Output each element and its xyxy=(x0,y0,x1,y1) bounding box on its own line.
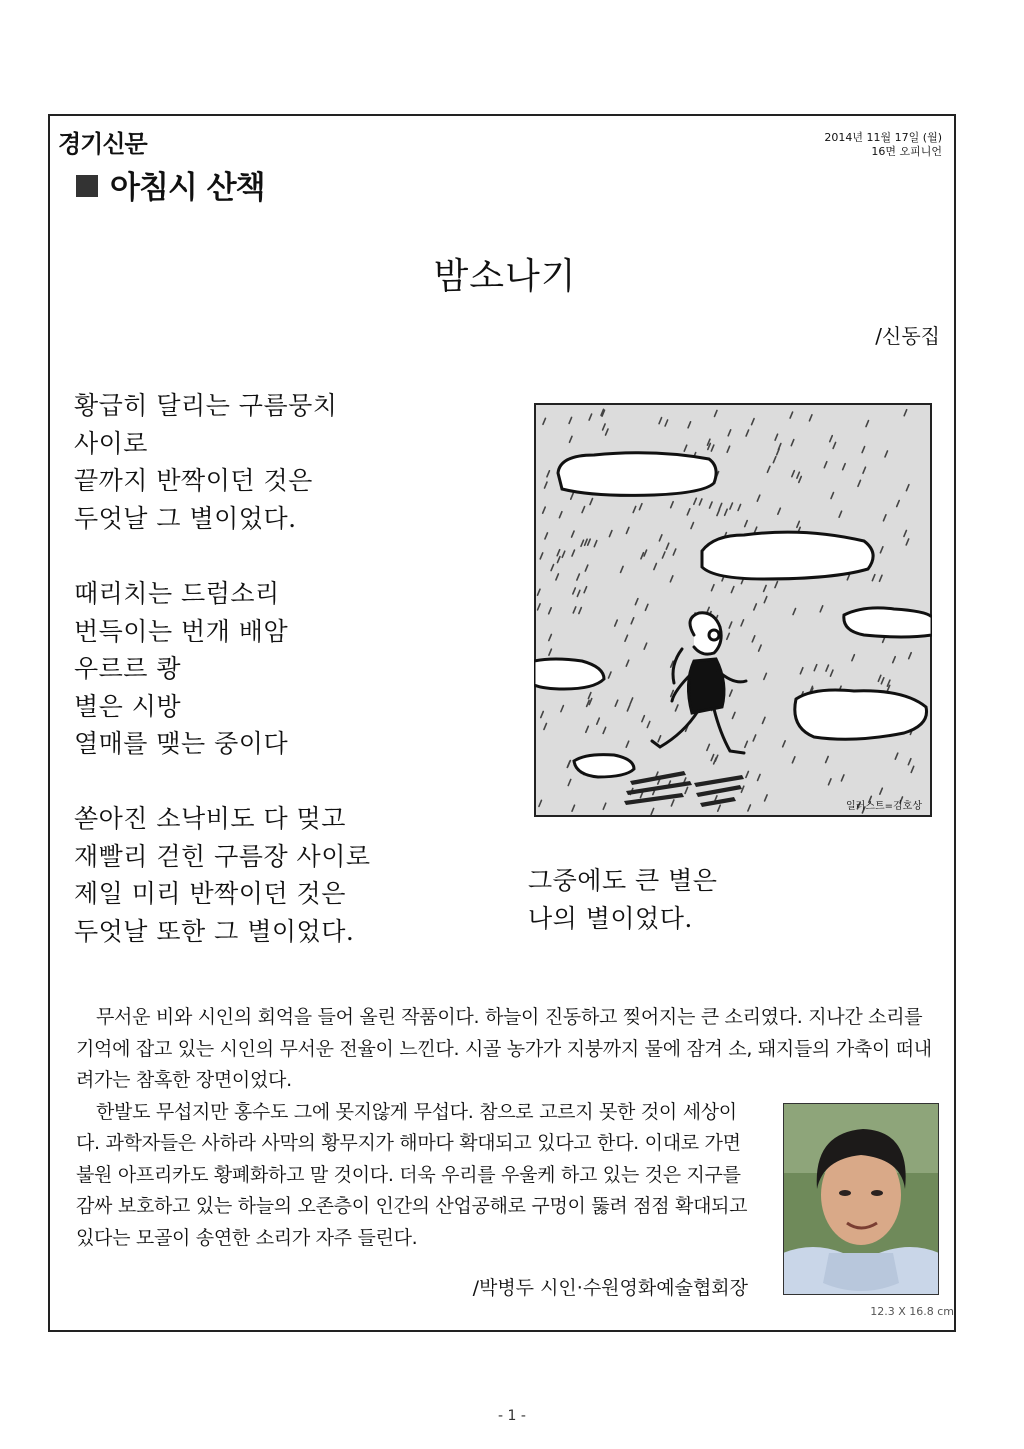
page-section: 16면 오피니언 xyxy=(871,145,942,158)
poem-line: 번득이는 번개 배암 xyxy=(74,616,289,646)
poem-stanza-3 xyxy=(74,800,371,950)
poem-line: 그중에도 큰 별은 xyxy=(528,866,718,895)
rain-walker-illustration xyxy=(534,403,932,817)
poem-line: 별은 시방 xyxy=(74,691,182,721)
commentator-photo xyxy=(783,1103,939,1295)
poem-line: 재빨리 걷힌 구름장 사이로 xyxy=(74,841,371,871)
poem-line: 끝까지 반짝이던 것은 xyxy=(74,466,313,495)
commentary-paragraph-1: 무서운 비와 시인의 회억을 들어 올린 작품이다. 하늘이 진동하고 찢어지는 큰 소리였다. 지나간 소리를 기억에 잡고 있는 시인의 무서운 전율이 느낀다. 시골 농가가 지붕까지 물에 잠겨 소, 돼지들의 가축이 떠내려가는 참혹한 장면이었다. xyxy=(76,1006,932,1091)
poem-title: 밤소나기 xyxy=(433,256,577,297)
poem-line: 사이로 xyxy=(74,428,148,458)
poem-stanza-1 xyxy=(74,387,337,537)
poem-line: 황급히 달리는 구름뭉치 xyxy=(74,391,338,420)
column-title-text: 아침시 산책 xyxy=(110,170,265,206)
commentator-signature: /박병두 시인·수원영화예술협회장 xyxy=(472,1277,748,1299)
dateline xyxy=(824,131,942,159)
poem-line: 우르르 쾅 xyxy=(74,654,182,683)
poem-stanza-4 xyxy=(528,862,717,937)
poem-line: 두엇날 그 별이었다. xyxy=(74,503,297,533)
column-title xyxy=(76,162,265,207)
publish-date: 2014년 11월 17일 (월) xyxy=(824,131,942,144)
clipping-size: 12.3 X 16.8 cm xyxy=(870,1305,954,1318)
poem-line: 때리치는 드럼소리 xyxy=(74,579,280,608)
page-number: - 1 - xyxy=(498,1408,526,1424)
commentary-paragraph-2: 한발도 무섭지만 홍수도 그에 못지않게 무섭다. 참으로 고르지 못한 것이 세상이다. 과학자들은 사하라 사막의 황무지가 해마다 확대되고 있다고 한다. 이대로 가면 불원 아프리카도 황폐화하고 말 것이다. 더욱 우리를 우울케 하고 있는 것은 지구를 감싸 보호하고 있는 하늘의 오존층이 인간의 산업공해로 구멍이 뚫려 점점 확대되고 있다는 모골이 송연한 소리가 자주 들린다. xyxy=(76,1100,748,1249)
poem-line: 두엇날 또한 그 별이었다. xyxy=(74,916,355,946)
poem-line: 열매를 맺는 중이다 xyxy=(74,729,289,758)
poem-stanza-2 xyxy=(74,575,288,763)
poem-line: 제일 미리 반짝이던 것은 xyxy=(74,879,346,908)
poet-name: /신동집 xyxy=(875,324,940,348)
square-bullet-icon xyxy=(76,175,98,197)
poem-line: 쏟아진 소낙비도 다 멎고 xyxy=(74,804,346,833)
illustration-credit: 일러스트=김호상 xyxy=(846,801,922,812)
poem-line: 나의 별이었다. xyxy=(528,903,693,933)
newspaper-name: 경기신문 xyxy=(58,130,147,158)
